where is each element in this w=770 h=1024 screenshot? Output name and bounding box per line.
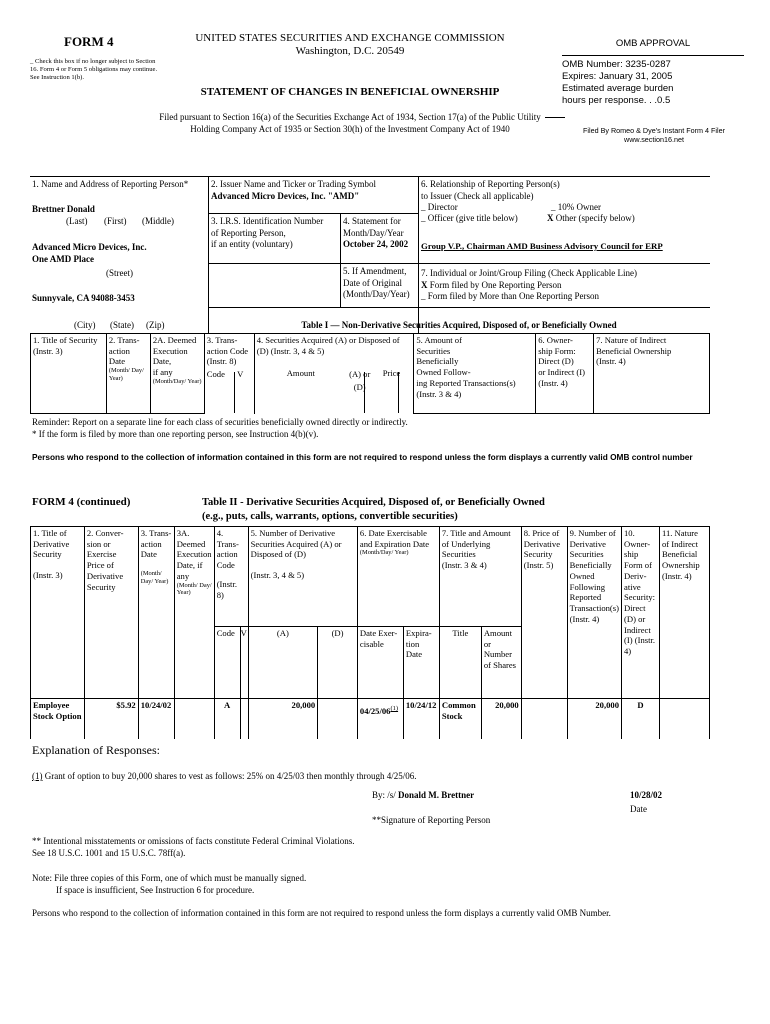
one-person-mark: X [421, 279, 428, 290]
explanation-title: Explanation of Responses: [32, 743, 160, 757]
box6 [421, 179, 709, 224]
misstatement-line1: ** Intentional misstatements or omissions of facts constitute Federal Criminal Violations. [32, 836, 355, 846]
t1-c2Ad: if any [152, 367, 173, 378]
t2-row-underlying-amount-text: 20,000 [495, 700, 519, 710]
ten-pct-owner-checkbox[interactable]: _ 10% Owner [551, 202, 601, 213]
t1-code-v-divider [234, 372, 235, 413]
t2-h10: 10. Owner- ship Form of Deriv- ative Security: Direct (D) or Indirect (I) (Instr. 4) [624, 528, 656, 657]
t1-c6c: Direct (D) [538, 356, 574, 367]
box5-label2: Date of Original [343, 277, 402, 288]
box-divider-1 [208, 176, 209, 333]
signature-name: Donald M. Brettner [398, 790, 475, 800]
box-rule-4 [208, 307, 710, 308]
box7-label: 7. Individual or Joint/Group Filing (Check Applicable Line) [421, 268, 637, 278]
t1-c2d: (Month/ Day/ Year) [108, 367, 144, 382]
officer-checkbox[interactable]: _ Officer (give title below) [421, 213, 518, 224]
box3-label2: of Reporting Person, [211, 227, 286, 238]
filed-pursuant-line1: Filed pursuant to Section 16(a) of the Securities Exchange Act of 1934, Section 17(a) of the Public Utility [159, 112, 541, 122]
misstatement-warning [32, 835, 355, 859]
statement-title: STATEMENT OF CHANGES IN BENEFICIAL OWNERSHIP [200, 86, 500, 98]
issuer-name: Advanced Micro Devices, Inc. "AMD" [211, 191, 360, 201]
t1-c2a: 2. Trans- [108, 335, 140, 345]
statement-date: October 24, 2002 [343, 239, 409, 250]
t2-col10-header [622, 527, 660, 699]
box5 [343, 266, 410, 301]
t2-col7-header [439, 527, 521, 627]
other-checkbox[interactable] [547, 213, 635, 225]
t2-v: V [240, 628, 247, 638]
footnote-1 [32, 771, 416, 781]
t2-row-owned-text: 20,000 [595, 700, 619, 710]
t2-expir-header [403, 627, 439, 699]
t2-row-exercisable [357, 699, 403, 739]
t2-row-expiration [403, 699, 439, 739]
t1-c2Ab: Execution [152, 345, 188, 356]
t1-c3c: (Instr. 8) [206, 356, 237, 367]
t2-h11: 11. Nature of Indirect Beneficial Ownership (Instr. 4) [661, 528, 700, 581]
t2-col8-header [521, 527, 567, 699]
table-row [31, 699, 710, 739]
box-divider-3 [340, 213, 341, 307]
reminder-line2: * If the form is filed by more than one reporting person, see Instruction 4(b)(v). [32, 428, 319, 439]
omb-burden-line2: hours per response. . .0.5 [562, 94, 671, 106]
box-rule-2 [208, 213, 418, 214]
t1-c2Ac: Date, [152, 356, 172, 367]
t2-h1: 1. Title of Derivative Security [33, 528, 70, 560]
t2-row-disposed [318, 699, 358, 739]
omb-expires: Expires: January 31, 2005 [562, 70, 673, 82]
box7 [421, 268, 637, 303]
t1-col2-header [106, 334, 150, 414]
t2-h4: 4. Trans- action Code [216, 528, 239, 571]
persons-notice-bold: Persons who respond to the collection of information contained in this form are not required to respond unless the form displays a currently valid OMB control number [32, 452, 693, 462]
t2-amount-header [481, 627, 521, 699]
table2-title2: (e.g., puts, calls, warrants, options, convertible securities) [202, 510, 458, 522]
t2-h1b: (Instr. 3) [33, 570, 63, 581]
form-continued: FORM 4 (continued) [32, 496, 131, 508]
t1-c7c: (Instr. 4) [596, 356, 626, 367]
t2-title-header [439, 627, 481, 699]
t2-row-exercisable-text: 04/25/06 [359, 705, 391, 716]
agency-city: Washington, D.C. 20549 [295, 45, 405, 58]
t2-col1-header [31, 527, 85, 699]
box-divider-2 [418, 176, 419, 333]
file-note-line2: If space is insufficient, See Instruction 6 for procedure. [56, 885, 255, 896]
t1-c5c: Beneficially [416, 356, 459, 367]
t2-row-underlying-text: Common Stock [441, 700, 476, 721]
table2 [30, 526, 710, 739]
agency-header [165, 32, 535, 58]
officer-title: Group V.P., Chairman AMD Business Advisory Council for ERP [421, 241, 663, 251]
footnote-mark-1[interactable]: (1) [32, 771, 43, 781]
t2-h6: 6. Date Exercisable and Expiration Date [359, 528, 430, 549]
filed-by-link[interactable]: www.section16.net [624, 135, 684, 144]
director-checkbox[interactable]: _ Director [421, 202, 458, 213]
other-mark: X [547, 213, 554, 224]
t2-row-deemed [174, 699, 214, 739]
state-label: (State) [110, 320, 134, 330]
t2-row-expiration-text: 10/24/12 [405, 700, 437, 710]
footnote-link-1[interactable]: (1) [390, 705, 399, 712]
t2-h5: 5. Number of Derivative Securities Acquired (A) or Disposed of (D) [250, 528, 342, 560]
box6-label2: to Issuer (Check all applicable) [421, 190, 534, 201]
box-rule-3 [208, 263, 710, 264]
t2-row-underlying [439, 699, 481, 739]
other-label: Other (specify below) [553, 213, 635, 224]
t2-date-ex-header [357, 627, 403, 699]
t1-c7a: 7. Nature of Indirect [596, 335, 667, 345]
t1-ad-divider [398, 372, 399, 413]
t2-h8: 8. Price of Derivative Security (Instr. 5) [523, 528, 561, 571]
box5-label1: 5. If Amendment, [343, 266, 407, 276]
file-note [32, 872, 306, 896]
t2-row-code [214, 699, 240, 739]
t1-c6b: ship Form: [538, 345, 576, 356]
reminder-line1: Reminder: Report on a separate line for each class of securities beneficially owned directly or indirectly. [32, 417, 408, 427]
signature-date: 10/28/02 [630, 790, 663, 800]
t2-col4-header [214, 527, 248, 627]
t2-row-date-text: 10/24/02 [140, 700, 172, 710]
t2-row-deriv-price [521, 699, 567, 739]
signature-by: By: /s/ [372, 790, 399, 800]
signature-label: **Signature of Reporting Person [372, 815, 491, 825]
filed-pursuant [140, 112, 560, 135]
box3-label3: if an entity (voluntary) [211, 239, 293, 250]
box3-label1: 3. I.R.S. Identification Number [211, 216, 324, 226]
table1 [30, 333, 710, 414]
t1-c6a: 6. Owner- [538, 335, 573, 345]
t2-col3a-header [174, 527, 214, 699]
reminder [32, 417, 408, 440]
t2-d-header [318, 627, 358, 699]
omb-title: OMB APPROVAL [562, 38, 744, 56]
t1-col2a-header [150, 334, 204, 414]
t1-col6-header [536, 334, 594, 414]
t1-c6e: (Instr. 4) [538, 377, 568, 388]
city-label: (City) [74, 320, 96, 330]
t2-row-acquired-text: 20,000 [291, 700, 316, 710]
t2-col11-header [659, 527, 709, 699]
t2-row-v [240, 699, 248, 739]
no-longer-subject-checkbox-text[interactable]: _ Check this box if no longer subject to Section 16. Form 4 or Form 5 obligations may continue. See Instruction 1(b). [30, 58, 158, 81]
t1-c5f: (Instr. 3 & 4) [416, 388, 462, 399]
one-person-checkbox[interactable] [421, 280, 637, 292]
t2-row-owned [567, 699, 621, 739]
middle-label: (Middle) [142, 216, 174, 226]
table2-title [202, 496, 545, 523]
t2-row-date [138, 699, 174, 739]
filed-by-credit [560, 126, 748, 144]
reporting-company: Advanced Micro Devices, Inc. [32, 242, 147, 252]
agency-name: UNITED STATES SECURITIES AND EXCHANGE COMMISSION [195, 32, 505, 44]
t1-amount-divider [364, 372, 365, 413]
omb-burden-line1: Estimated average burden [562, 82, 674, 94]
one-person-label: Form filed by One Reporting Person [427, 279, 562, 290]
box1-label: 1. Name and Address of Reporting Person* [32, 179, 189, 189]
t1-col4-header [254, 334, 414, 414]
t2-date-ex: Date Exer- cisable [359, 628, 398, 649]
box4 [343, 216, 408, 251]
t2-row-acquired [248, 699, 318, 739]
reporting-person-name: Brettner Donald [32, 204, 95, 214]
more-persons-checkbox[interactable]: _ Form filed by More than One Reporting Person [421, 291, 599, 302]
t2-h3Ab: (Month/ Day/ Year) [176, 581, 212, 597]
box3 [211, 216, 323, 251]
t1-c5e: ing Reported Transactions(s) [416, 377, 516, 388]
t2-row-code-text: A [224, 700, 231, 710]
t1-c2b: action [108, 345, 130, 356]
top-rule [30, 176, 710, 177]
t2-h7: 7. Title and Amount of Underlying Securities [441, 528, 511, 560]
t2-h4b: (Instr. 8) [216, 578, 237, 600]
t2-code: Code [216, 628, 235, 638]
t2-h3: 3. Trans- action Date [140, 528, 172, 560]
reporting-place: One AMD Place [32, 254, 94, 264]
filed-by-line1: Filed By Romeo & Dye's Instant Form 4 Filer [583, 126, 725, 135]
t1-col5-header [414, 334, 536, 414]
t2-h6b: (Month/Day/ Year) [359, 549, 409, 557]
t1-c5d: Owned Follow- [416, 367, 471, 378]
t2-col5-header [248, 527, 357, 627]
t2-a-header [248, 627, 318, 699]
box2-label: 2. Issuer Name and Ticker or Trading Symbol [211, 179, 376, 189]
t1-c2Aa: 2A. Deemed [152, 335, 197, 345]
t1-c3b: action Code [206, 345, 249, 356]
t1-code: Code [206, 369, 225, 380]
box4-label1: 4. Statement for [343, 216, 401, 226]
t2-d: (D) [331, 628, 344, 638]
t1-c6d: or Indirect (I) [538, 367, 585, 378]
t2-h3A: 3A. Deemed Execution Date, if any [176, 528, 212, 581]
box5-label3: (Month/Day/Year) [343, 289, 410, 300]
t1-c2c: Date [108, 356, 126, 367]
t2-h5b: (Instr. 3, 4 & 5) [250, 570, 305, 581]
t2-row-security [31, 699, 85, 739]
signature-date-label: Date [630, 804, 647, 814]
t1-v: V [237, 369, 244, 380]
table2-title1: Table II - Derivative Securities Acquired, Disposed of, or Beneficially Owned [202, 497, 545, 508]
header-rule [545, 117, 565, 118]
t1-c4: 4. Securities Acquired (A) or Disposed of (D) (Instr. 3, 4 & 5) [256, 335, 400, 356]
t2-row-underlying-amount [481, 699, 521, 739]
t1-col1-header [31, 334, 107, 414]
t2-h7b: (Instr. 3 & 4) [441, 560, 487, 571]
t2-h2: 2. Conver- sion or Exercise Price of Derivative Security [86, 528, 124, 592]
t1-amount: Amount [286, 368, 315, 379]
footnote-text-1: Grant of option to buy 20,000 shares to vest as follows: 25% on 4/25/03 then monthly through 4/25/06. [42, 771, 417, 781]
t2-a: (A) [276, 628, 289, 638]
t1-c7b: Beneficial Ownership [596, 345, 672, 356]
t2-row-form [622, 699, 660, 739]
t1-c1: 1. Title of Security (Instr. 3) [33, 335, 98, 356]
persons-notice: Persons who respond to the collection of information contained in this form are not required to respond unless the form displays a currently valid OMB Number. [32, 908, 611, 918]
t2-code-header [214, 627, 240, 699]
t1-c2Ae: (Month/Day/ Year) [152, 377, 202, 385]
t2-row-price [84, 699, 138, 739]
box4-label2: Month/Day/Year [343, 227, 404, 238]
t2-amount-sh: Amount or Number of Shares [483, 628, 517, 671]
table1-title: Table I — Non-Derivative Securities Acquired, Disposed of, or Beneficially Owned [301, 320, 617, 330]
t1-price: Price [382, 368, 401, 379]
box6-label1: 6. Relationship of Reporting Person(s) [421, 179, 560, 189]
first-label: (First) [104, 216, 127, 226]
last-label: (Last) [66, 216, 88, 226]
t2-v-header [240, 627, 248, 699]
t2-col3-header [138, 527, 174, 699]
t1-col3-header [204, 334, 254, 414]
omb-number: OMB Number: 3235-0287 [562, 58, 671, 70]
t2-h3b: (Month/ Day/ Year) [140, 570, 169, 585]
t2-col9-header [567, 527, 621, 699]
reporting-city-line: Sunnyvale, CA 94088-3453 [32, 293, 135, 303]
t2-h9: 9. Number of Derivative Securities Beneficially Owned Following Reported Transaction(s) (Instr. 4) [569, 528, 620, 624]
t1-col7-header [594, 334, 710, 414]
filed-pursuant-line2: Holding Company Act of 1935 or Section 30(h) of the Investment Company Act of 1940 [190, 123, 510, 134]
omb-approval-box [562, 38, 744, 106]
t2-col2-header [84, 527, 138, 699]
t2-row-form-text: D [637, 700, 644, 710]
t1-c5b: Securities [416, 345, 451, 356]
zip-label: (Zip) [146, 320, 165, 330]
t2-title: Title [452, 628, 469, 638]
t2-col6-header [357, 527, 439, 627]
t1-ad: (A) or (D) [349, 369, 371, 393]
t1-c5a: 5. Amount of [416, 335, 462, 345]
t1-c3a: 3. Trans- [206, 335, 238, 345]
t2-row-nature [659, 699, 709, 739]
t2-row-security-text: Employee Stock Option [33, 700, 82, 721]
t2-expir: Expira- tion Date [405, 628, 432, 660]
form-title: FORM 4 [64, 34, 114, 49]
street-label: (Street) [106, 268, 133, 278]
t2-row-price-text: $5.92 [116, 700, 136, 710]
signature-line [372, 790, 474, 800]
file-note-line1: Note: File three copies of this Form, one of which must be manually signed. [32, 873, 307, 883]
misstatement-line2: See 18 U.S.C. 1001 and 15 U.S.C. 78ff(a). [32, 848, 186, 859]
